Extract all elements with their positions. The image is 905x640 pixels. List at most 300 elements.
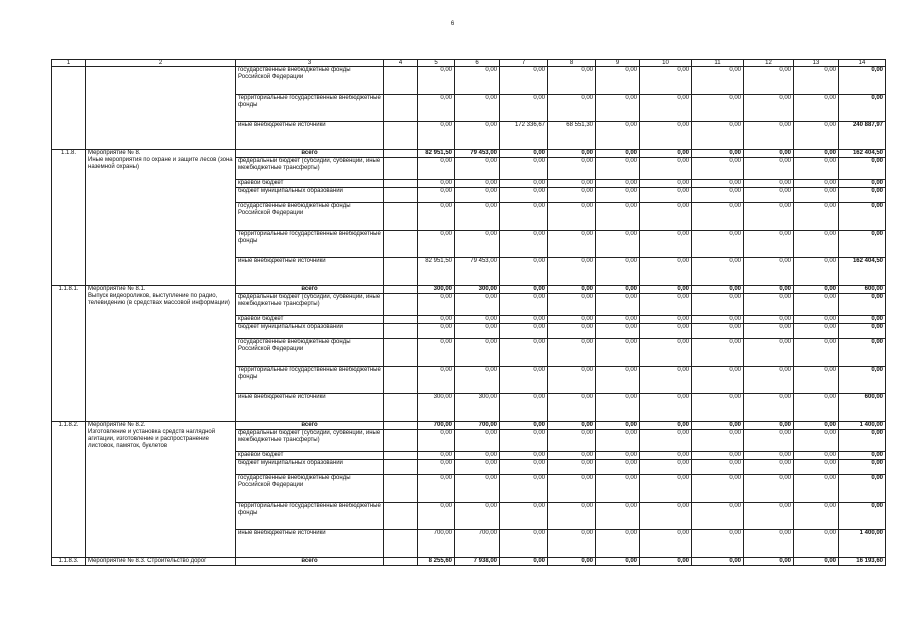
source-cell: федеральный бюджет (субсидии, субвенции, иные межбюджетные трансферты) [236,294,384,316]
column-header: 6 [455,60,500,67]
blank-cell [384,339,418,367]
blank-cell [384,286,418,294]
value-cell: 0,00 [455,430,500,452]
value-cell: 0,00 [455,180,500,188]
value-cell: 0,00 [640,150,692,158]
section-title: Мероприятие № 8.3. Строительство дорог [88,558,207,564]
value-cell: 0,00 [744,367,794,394]
blank-cell [384,188,418,203]
value-cell: 0,00 [839,324,886,339]
column-header: 10 [640,60,692,67]
value-cell: 0,00 [839,203,886,231]
value-cell: 0,00 [548,339,596,367]
value-cell: 0,00 [596,203,640,231]
value-cell: 0,00 [640,180,692,188]
source-cell: бюджет муниципальных образований [236,188,384,203]
blank-cell [384,294,418,316]
value-cell: 0,00 [744,188,794,203]
value-cell: 0,00 [692,394,744,422]
value-cell: 79 453,00 [455,150,500,158]
blank-cell [384,95,418,122]
blank-cell [384,231,418,258]
value-cell: 0,00 [692,122,744,150]
value-cell: 0,00 [839,316,886,324]
value-cell: 0,00 [500,231,548,258]
value-cell: 600,00 [839,394,886,422]
source-cell: иные внебюджетные источники [236,530,384,558]
value-cell: 0,00 [640,188,692,203]
value-cell: 0,00 [548,503,596,530]
section-title-cell [86,558,236,566]
value-cell: 0,00 [548,150,596,158]
value-cell: 0,00 [692,231,744,258]
value-cell: 0,00 [500,475,548,503]
value-cell: 0,00 [455,316,500,324]
value-cell: 0,00 [418,339,455,367]
value-cell: 0,00 [794,460,839,475]
blank-cell [384,558,418,566]
blank-cell [384,258,418,286]
source-cell: государственные внебюджетные фонды Российской Федерации [236,475,384,503]
value-cell: 0,00 [692,95,744,122]
value-cell: 0,00 [839,475,886,503]
value-cell: 0,00 [744,158,794,180]
blank-cell [384,203,418,231]
value-cell: 0,00 [744,394,794,422]
value-cell: 0,00 [500,67,548,95]
source-cell: иные внебюджетные источники [236,394,384,422]
value-cell: 240 887,97 [839,122,886,150]
value-cell: 0,00 [500,530,548,558]
value-cell: 0,00 [596,452,640,460]
value-cell: 0,00 [500,150,548,158]
value-cell: 0,00 [500,503,548,530]
value-cell: 0,00 [744,460,794,475]
value-cell: 0,00 [548,180,596,188]
value-cell: 700,00 [455,422,500,430]
table-row [52,286,886,294]
source-cell: бюджет муниципальных образований [236,324,384,339]
value-cell: 0,00 [794,316,839,324]
value-cell: 0,00 [548,430,596,452]
blank-cell [384,430,418,452]
value-cell: 0,00 [744,558,794,566]
value-cell: 0,00 [500,316,548,324]
column-header: 1 [52,60,86,67]
value-cell: 0,00 [744,339,794,367]
value-cell: 0,00 [418,316,455,324]
blank-cell [384,422,418,430]
value-cell: 0,00 [596,558,640,566]
value-cell: 0,00 [500,394,548,422]
section-code: 1.1.8.1. [52,286,86,422]
value-cell: 0,00 [418,180,455,188]
value-cell: 0,00 [794,367,839,394]
value-cell: 0,00 [640,367,692,394]
value-cell: 0,00 [455,339,500,367]
value-cell: 0,00 [548,475,596,503]
code-cell [52,67,86,150]
value-cell: 0,00 [692,452,744,460]
value-cell: 0,00 [596,422,640,430]
table-row [52,150,886,158]
value-cell: 0,00 [744,430,794,452]
value-cell: 0,00 [596,324,640,339]
value-cell: 0,00 [418,475,455,503]
value-cell: 68 551,30 [548,122,596,150]
value-cell: 0,00 [596,150,640,158]
value-cell: 0,00 [418,95,455,122]
value-cell: 0,00 [548,231,596,258]
value-cell: 0,00 [744,452,794,460]
value-cell: 0,00 [455,231,500,258]
value-cell: 0,00 [839,452,886,460]
value-cell: 16 193,60 [839,558,886,566]
value-cell: 0,00 [839,294,886,316]
value-cell: 1 400,00 [839,422,886,430]
value-cell: 0,00 [500,286,548,294]
value-cell: 0,00 [548,460,596,475]
value-cell: 1 400,00 [839,530,886,558]
value-cell: 0,00 [794,286,839,294]
blank-cell [384,158,418,180]
value-cell: 0,00 [596,180,640,188]
value-cell: 0,00 [794,294,839,316]
source-cell: государственные внебюджетные фонды Российской Федерации [236,67,384,95]
value-cell: 0,00 [692,150,744,158]
blank-cell [384,122,418,150]
value-cell: 0,00 [500,452,548,460]
value-cell: 0,00 [794,188,839,203]
value-cell: 0,00 [548,422,596,430]
source-cell: иные внебюджетные источники [236,122,384,150]
header-row [52,60,886,67]
blank-cell [384,67,418,95]
value-cell: 0,00 [794,475,839,503]
source-cell: краевой бюджет [236,316,384,324]
blank-cell [384,150,418,158]
value-cell: 0,00 [455,503,500,530]
value-cell: 0,00 [692,558,744,566]
value-cell: 0,00 [744,122,794,150]
value-cell: 700,00 [418,530,455,558]
blank-cell [384,503,418,530]
source-cell: федеральный бюджет (субсидии, субвенции, иные межбюджетные трансферты) [236,158,384,180]
page-number: 6 [450,21,455,27]
value-cell: 0,00 [455,294,500,316]
blank-cell [384,530,418,558]
column-header: 9 [596,60,640,67]
value-cell: 0,00 [744,203,794,231]
value-cell: 300,00 [418,394,455,422]
section-title: Мероприятие № 8.1. [88,286,146,292]
value-cell: 300,00 [455,394,500,422]
value-cell: 0,00 [548,258,596,286]
value-cell: 0,00 [794,67,839,95]
value-cell: 0,00 [794,339,839,367]
section-title-cell [86,422,236,558]
value-cell: 0,00 [548,286,596,294]
value-cell: 0,00 [596,122,640,150]
value-cell: 0,00 [640,503,692,530]
value-cell: 0,00 [794,203,839,231]
value-cell: 0,00 [692,339,744,367]
value-cell: 0,00 [744,475,794,503]
value-cell: 0,00 [500,558,548,566]
value-cell: 0,00 [640,394,692,422]
value-cell: 0,00 [455,67,500,95]
value-cell: 0,00 [692,367,744,394]
value-cell: 0,00 [640,430,692,452]
value-cell: 0,00 [794,452,839,460]
column-header: 3 [236,60,384,67]
section-title-cell [86,150,236,286]
value-cell: 0,00 [596,286,640,294]
column-header: 12 [744,60,794,67]
value-cell: 0,00 [455,122,500,150]
source-cell: государственные внебюджетные фонды Российской Федерации [236,203,384,231]
value-cell: 0,00 [744,422,794,430]
value-cell: 0,00 [500,294,548,316]
value-cell: 0,00 [548,452,596,460]
value-cell: 0,00 [640,286,692,294]
value-cell: 0,00 [500,95,548,122]
source-cell: территориальные государственные внебюджетные фонды [236,231,384,258]
value-cell: 0,00 [418,367,455,394]
blank-cell [384,452,418,460]
value-cell: 0,00 [500,430,548,452]
blank-cell [384,394,418,422]
value-cell: 0,00 [794,180,839,188]
value-cell: 0,00 [596,231,640,258]
blank-cell [384,475,418,503]
value-cell: 0,00 [418,122,455,150]
value-cell: 0,00 [548,316,596,324]
value-cell: 0,00 [548,158,596,180]
value-cell: 0,00 [692,430,744,452]
value-cell: 0,00 [640,558,692,566]
source-cell: территориальные государственные внебюджетные фонды [236,95,384,122]
section-code: 1.1.8.3. [52,558,86,566]
value-cell: 0,00 [794,231,839,258]
value-cell: 0,00 [692,286,744,294]
value-cell: 600,00 [839,286,886,294]
value-cell: 0,00 [500,339,548,367]
value-cell: 0,00 [794,258,839,286]
value-cell: 0,00 [500,203,548,231]
column-header: 4 [384,60,418,67]
value-cell: 0,00 [744,95,794,122]
value-cell: 0,00 [794,95,839,122]
value-cell: 0,00 [418,158,455,180]
table-row [52,422,886,430]
value-cell: 0,00 [794,158,839,180]
section-title: Мероприятие № 8. [88,150,141,156]
value-cell: 0,00 [418,503,455,530]
value-cell: 0,00 [596,294,640,316]
section-description: Выпуск видеороликов, выступление по радио, телевидению (в средствах массовой информации) [88,293,230,306]
value-cell: 0,00 [744,503,794,530]
value-cell: 0,00 [839,339,886,367]
value-cell: 0,00 [794,122,839,150]
section-code: 1.1.8.2. [52,422,86,558]
value-cell: 0,00 [692,158,744,180]
value-cell: 0,00 [455,452,500,460]
value-cell: 0,00 [596,394,640,422]
value-cell: 0,00 [640,203,692,231]
value-cell: 172 336,67 [500,122,548,150]
value-cell: 0,00 [596,258,640,286]
value-cell: 0,00 [839,503,886,530]
section-description: Изготовление и установка средств наглядной агитации, изготовление и распространение листовок, памяток, буклетов [88,429,216,449]
value-cell: 0,00 [640,158,692,180]
value-cell: 0,00 [744,324,794,339]
value-cell: 0,00 [692,324,744,339]
value-cell: 0,00 [596,95,640,122]
value-cell: 0,00 [692,422,744,430]
value-cell: 0,00 [640,324,692,339]
value-cell: 0,00 [640,452,692,460]
value-cell: 82 951,50 [418,150,455,158]
value-cell: 0,00 [500,180,548,188]
value-cell: 700,00 [418,422,455,430]
value-cell: 0,00 [839,158,886,180]
value-cell: 0,00 [839,460,886,475]
value-cell: 0,00 [548,394,596,422]
value-cell: 0,00 [692,258,744,286]
value-cell: 0,00 [794,530,839,558]
value-cell: 0,00 [839,67,886,95]
value-cell: 0,00 [500,158,548,180]
value-cell: 0,00 [500,188,548,203]
value-cell: 0,00 [418,231,455,258]
value-cell: 0,00 [455,460,500,475]
value-cell: 0,00 [548,67,596,95]
value-cell: 0,00 [455,158,500,180]
source-cell: всего [236,422,384,430]
value-cell: 0,00 [596,503,640,530]
source-cell: иные внебюджетные источники [236,258,384,286]
blank-cell [384,316,418,324]
value-cell: 0,00 [548,294,596,316]
value-cell: 0,00 [596,188,640,203]
source-cell: территориальные государственные внебюджетные фонды [236,503,384,530]
value-cell: 0,00 [500,460,548,475]
value-cell: 0,00 [794,422,839,430]
value-cell: 0,00 [596,158,640,180]
value-cell: 0,00 [794,394,839,422]
value-cell: 82 951,50 [418,258,455,286]
value-cell: 0,00 [640,294,692,316]
value-cell: 0,00 [640,122,692,150]
value-cell: 0,00 [692,67,744,95]
blank-cell [384,324,418,339]
value-cell: 162 404,50 [839,150,886,158]
value-cell: 0,00 [548,95,596,122]
value-cell: 0,00 [692,460,744,475]
value-cell: 0,00 [692,180,744,188]
blank-cell [384,180,418,188]
value-cell: 0,00 [744,180,794,188]
column-header: 13 [794,60,839,67]
column-header: 11 [692,60,744,67]
source-cell: федеральный бюджет (субсидии, субвенции, иные межбюджетные трансферты) [236,430,384,452]
value-cell: 0,00 [596,530,640,558]
value-cell: 79 453,00 [455,258,500,286]
value-cell: 0,00 [692,475,744,503]
value-cell: 0,00 [418,452,455,460]
value-cell: 0,00 [744,67,794,95]
table-row [52,67,886,95]
value-cell: 0,00 [596,367,640,394]
value-cell: 0,00 [418,430,455,452]
value-cell: 0,00 [418,460,455,475]
column-header: 8 [548,60,596,67]
value-cell: 0,00 [839,367,886,394]
value-cell: 0,00 [640,258,692,286]
column-header: 5 [418,60,455,67]
value-cell: 0,00 [744,258,794,286]
source-cell: краевой бюджет [236,180,384,188]
value-cell: 7 938,00 [455,558,500,566]
value-cell: 0,00 [500,422,548,430]
value-cell: 0,00 [455,203,500,231]
value-cell: 0,00 [692,203,744,231]
value-cell: 0,00 [794,558,839,566]
value-cell: 0,00 [692,316,744,324]
value-cell: 0,00 [744,316,794,324]
value-cell: 0,00 [839,430,886,452]
value-cell: 0,00 [548,367,596,394]
value-cell: 0,00 [455,367,500,394]
value-cell: 0,00 [692,503,744,530]
value-cell: 0,00 [640,231,692,258]
blank-cell [384,367,418,394]
value-cell: 0,00 [640,316,692,324]
column-header: 7 [500,60,548,67]
value-cell: 0,00 [744,530,794,558]
source-cell: краевой бюджет [236,452,384,460]
value-cell: 0,00 [640,422,692,430]
source-cell: территориальные государственные внебюджетные фонды [236,367,384,394]
value-cell: 0,00 [455,95,500,122]
value-cell: 0,00 [500,258,548,286]
value-cell: 0,00 [640,460,692,475]
source-cell: бюджет муниципальных образований [236,460,384,475]
value-cell: 0,00 [596,67,640,95]
source-cell: всего [236,558,384,566]
section-title: Мероприятие № 8.2. [88,422,146,428]
value-cell: 0,00 [839,231,886,258]
value-cell: 0,00 [692,530,744,558]
value-cell: 0,00 [640,339,692,367]
value-cell: 0,00 [794,150,839,158]
value-cell: 0,00 [548,324,596,339]
blank-cell [384,460,418,475]
value-cell: 0,00 [596,430,640,452]
column-header: 2 [86,60,236,67]
column-header: 14 [839,60,886,67]
value-cell: 0,00 [596,316,640,324]
value-cell: 0,00 [744,231,794,258]
value-cell: 0,00 [640,475,692,503]
value-cell: 0,00 [640,95,692,122]
value-cell: 0,00 [500,367,548,394]
value-cell: 0,00 [548,558,596,566]
value-cell: 0,00 [596,339,640,367]
value-cell: 0,00 [692,294,744,316]
value-cell: 0,00 [418,203,455,231]
